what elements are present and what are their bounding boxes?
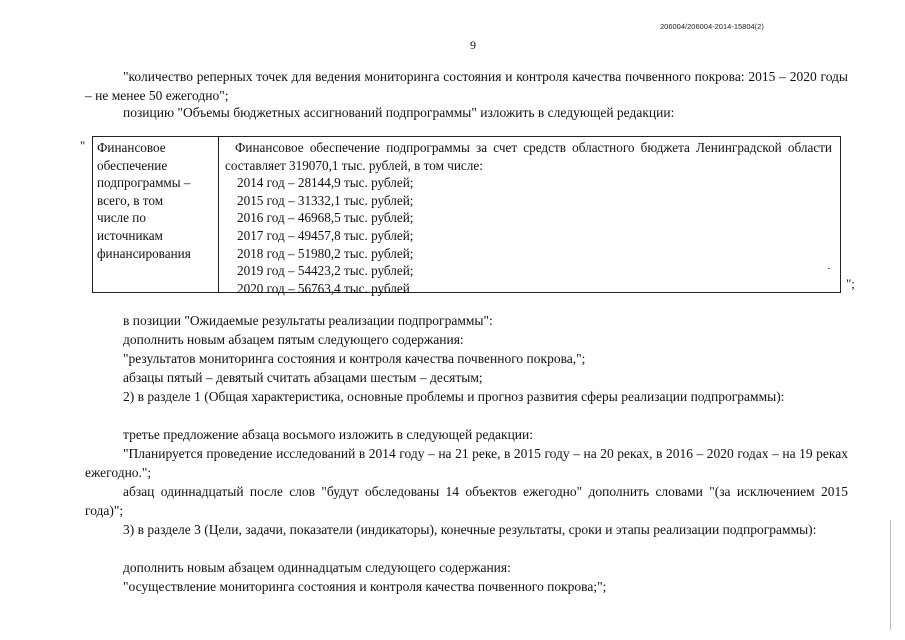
financing-table	[92, 136, 841, 296]
financing-year-row: 2016 год – 46968,5 тыс. рублей;	[237, 210, 414, 226]
financing-label-line: числе по	[97, 210, 146, 226]
financing-year-row: 2017 год – 49457,8 тыс. рублей;	[237, 227, 414, 243]
financing-year-row: 2019 год – 54423,2 тыс. рублей;	[237, 263, 414, 279]
scan-edge-line	[890, 520, 891, 630]
paragraph-third-sentence: третье предложение абзаца восьмого изложить в следующей редакции:	[123, 427, 533, 442]
financing-label-line: всего, в том	[97, 192, 164, 208]
financing-year-row: 2014 год – 28144,9 тыс. рублей;	[237, 175, 414, 191]
financing-value-cell	[219, 137, 840, 296]
financing-year-row: 2018 год – 51980,2 тыс. рублей;	[237, 245, 414, 261]
paragraph-add-fifth: дополнить новым абзацем пятым следующего содержания:	[123, 332, 464, 347]
page-number: 9	[470, 38, 476, 52]
document-id: 206004/206004-2014-15804(2)	[660, 22, 764, 31]
paragraph-section-1: 2) в разделе 1 (Общая характеристика, основные проблемы и прогноз развития сферы реализации подпрограммы):	[123, 389, 785, 404]
table-close-quote: ";	[846, 276, 855, 291]
table-open-quote: "	[80, 138, 86, 153]
paragraph-monitoring-implementation: "осуществление мониторинга состояния и контроля качества почвенного покрова;";	[123, 579, 607, 594]
paragraph-monitoring-results: "результатов мониторинга состояния и контроля качества почвенного покрова,";	[123, 351, 586, 366]
financing-label-cell	[93, 137, 219, 292]
paragraph-renumber: абзацы пятый – девятый считать абзацами шестым – десятым;	[123, 370, 483, 385]
financing-label-line: Финансовое	[97, 140, 166, 155]
financing-label-line: подпрограммы –	[97, 175, 191, 191]
scan-speck	[828, 268, 830, 269]
financing-intro: Финансовое обеспечение подпрограммы за счет средств областного бюджета Ленинградской области составляет 319070,1 тыс. рублей, в том числе:	[225, 140, 832, 173]
financing-year-row: 2015 год – 31332,1 тыс. рублей;	[237, 192, 414, 208]
paragraph-add-eleventh: дополнить новым абзацем одиннадцатым следующего содержания:	[123, 560, 511, 575]
paragraph-research-plan: "Планируется проведение исследований в 2014 году – на 21 реке, в 2015 году – на 20 реках, в 2016 – 2020 годах – на 19 реках ежегодно.";	[85, 446, 848, 480]
financing-label-line: финансирования	[97, 245, 191, 261]
paragraph-reference-points: "количество реперных точек для ведения мониторинга состояния и контроля качества почвенного покрова: 2015 – 2020 годы – не менее 50 ежегодно";	[85, 69, 848, 103]
paragraph-eleventh: абзац одиннадцатый после слов "будут обследованы 14 объектов ежегодно" дополнить словами "(за исключением 2015 года)";	[85, 484, 848, 518]
financing-year-row: 2020 год – 56763,4 тыс. рублей	[237, 280, 410, 296]
financing-label-line: обеспечение	[97, 157, 168, 173]
paragraph-expected-results: в позиции "Ожидаемые результаты реализации подпрограммы":	[123, 313, 493, 328]
financing-label-line: источникам	[97, 227, 163, 243]
paragraph-section-3: 3) в разделе 3 (Цели, задачи, показатели (индикаторы), конечные результаты, сроки и этапы реализации подпрограммы):	[123, 522, 817, 537]
paragraph-budget-position: позицию "Объемы бюджетных ассигнований подпрограммы" изложить в следующей редакции:	[123, 105, 675, 120]
